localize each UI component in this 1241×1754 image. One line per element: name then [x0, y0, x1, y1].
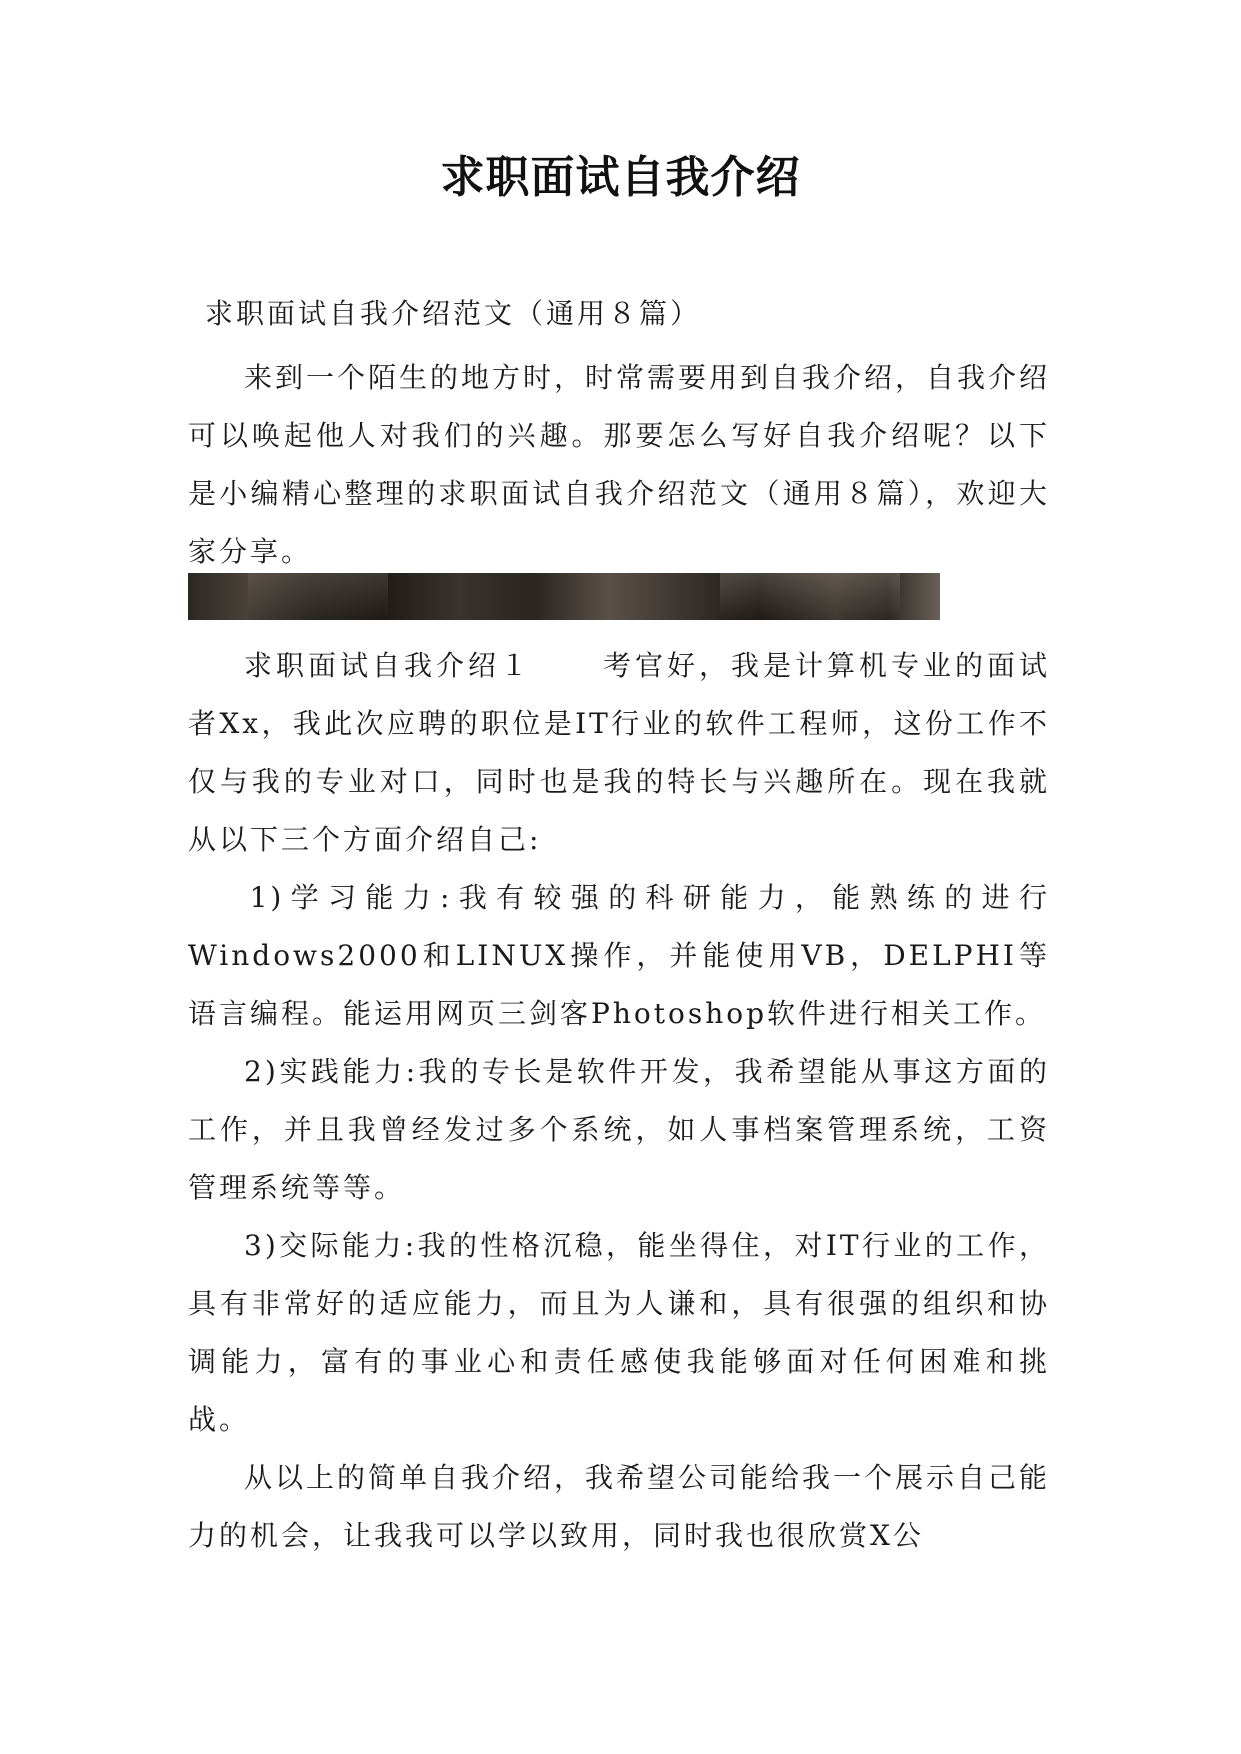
point-3-paragraph: 3)交际能力:我的性格沉稳，能坐得住，对IT行业的工作，具有非常好的适应能力，而且为人谦和，具有很强的组织和协调能力，富有的事业心和责任感使我能够面对任何困难和挑战。	[188, 1229, 1050, 1436]
embedded-photo-strip	[188, 573, 940, 620]
section-1-opening: 考官好，我是计算机专业的面试者Xx，我此次应聘的职位是IT行业的软件工程师，这份工作不仅与我的专业对口，同时也是我的特长与兴趣所在。现在我就从以下三个方面介绍自己:	[188, 649, 1050, 856]
document-subtitle: 求职面试自我介绍范文（通用８篇）	[205, 297, 702, 330]
point-1-paragraph: 1)学习能力:我有较强的科研能力，能熟练的进行Windows2000和LINUX操作，并能使用VB，DELPHI等语言编程。能运用网页三剑客Photoshop软件进行相关工作。	[188, 881, 1050, 1030]
intro-paragraph: 来到一个陌生的地方时，时常需要用到自我介绍，自我介绍可以唤起他人对我们的兴趣。那要怎么写好自我介绍呢？以下是小编精心整理的求职面试自我介绍范文（通用８篇），欢迎大家分享。	[188, 361, 1051, 568]
point-2-paragraph: 2)实践能力:我的专长是软件开发，我希望能从事这方面的工作，并且我曾经发过多个系统，如人事档案管理系统，工资管理系统等等。	[188, 1055, 1050, 1204]
intro-block	[188, 349, 1050, 581]
closing-paragraph: 从以上的简单自我介绍，我希望公司能给我一个展示自己能力的机会，让我我可以学以致用，同时我也很欣赏X公	[188, 1461, 1051, 1552]
document-title: 求职面试自我介绍	[440, 152, 801, 203]
section-1-block	[188, 637, 1050, 1565]
section-1-opening-paragraph	[188, 637, 1050, 869]
section-1-heading: 求职面试自我介绍１	[244, 649, 532, 682]
